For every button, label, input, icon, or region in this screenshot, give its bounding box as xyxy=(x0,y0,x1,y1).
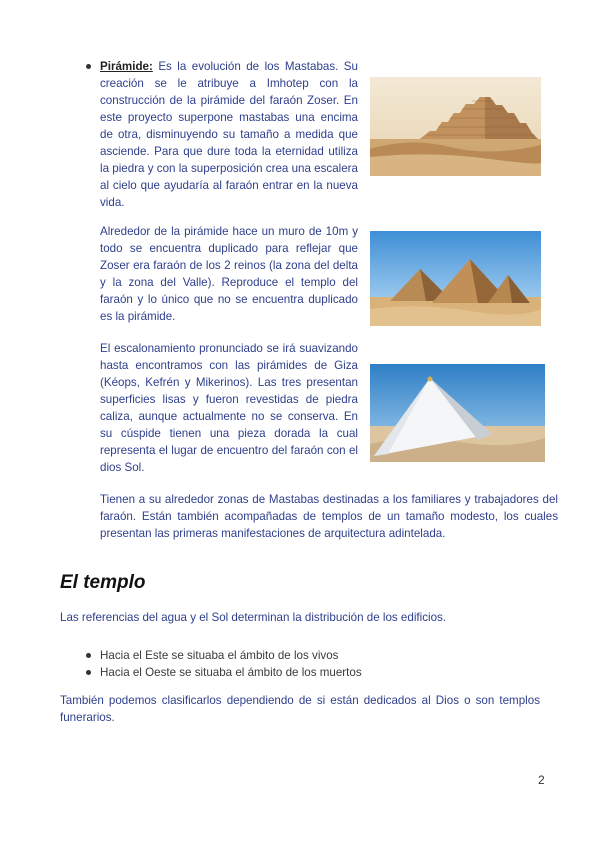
bullet-dot xyxy=(86,64,91,69)
orientation-list xyxy=(86,647,362,681)
section-heading: El templo xyxy=(60,572,146,593)
step-pyramid-image xyxy=(370,77,541,176)
limestone-pyramid-image xyxy=(370,364,545,462)
pyramid-bullet-paragraph xyxy=(86,58,358,211)
closing-paragraph: También podemos clasificarlos dependiendo de si están dedicados al Dios o son templos funerarios. xyxy=(60,694,540,724)
paragraph-4: Tienen a su alrededor zonas de Mastabas destinadas a los familiares y trabajadores del faraón. Están también acompañadas de templos de un tamaño modesto, los cuales presentan las primeras manifestaciones de arquitectura adintelada. xyxy=(100,493,558,540)
paragraph-text: Es la evolución de los Mastabas. Su creación se le atribuye a Imhotep con la construcción de la pirámide del faraón Zoser. En este proyecto superpone mastabas una encima de otra, disminuyendo su tamaño a medida que asciende. Para que dure toda la eternidad utiliza la piedra y con la superposición crea una escalera al cielo que ayudaría al faraón entrar en la nueva vida. xyxy=(100,60,358,209)
paragraph-3: El escalonamiento pronunciado se irá suavizando hasta encontramos con las pirámides de Giza (Kéops, Kefrén y Mikerinos). Las tres presentan superficies lisas y fueron revestidas de piedra caliza, aunque actualmente no se conserva. En su cúspide tienen una pieza dorada la cual representa el lugar de encuentro del faraón con el dios Sol. xyxy=(100,342,358,474)
paragraph-2: Alrededor de la pirámide hace un muro de 10m y todo se encuentra duplicado para reflejar que Zoser era faraón de los 2 reinos (la zona del delta y la zona del Valle). Reproduce el templo del faraón y lo único que no se encuentra duplicado es la pirámide. xyxy=(100,225,358,323)
list-item: Hacia el Este se situaba el ámbito de los vivos xyxy=(86,647,362,664)
bullet-term: Pirámide: xyxy=(100,60,153,73)
page-number: 2 xyxy=(538,773,545,787)
intro-paragraph: Las referencias del agua y el Sol determinan la distribución de los edificios. xyxy=(60,611,447,624)
giza-pyramids-image xyxy=(370,231,541,326)
list-item: Hacia el Oeste se situaba el ámbito de los muertos xyxy=(86,664,362,681)
